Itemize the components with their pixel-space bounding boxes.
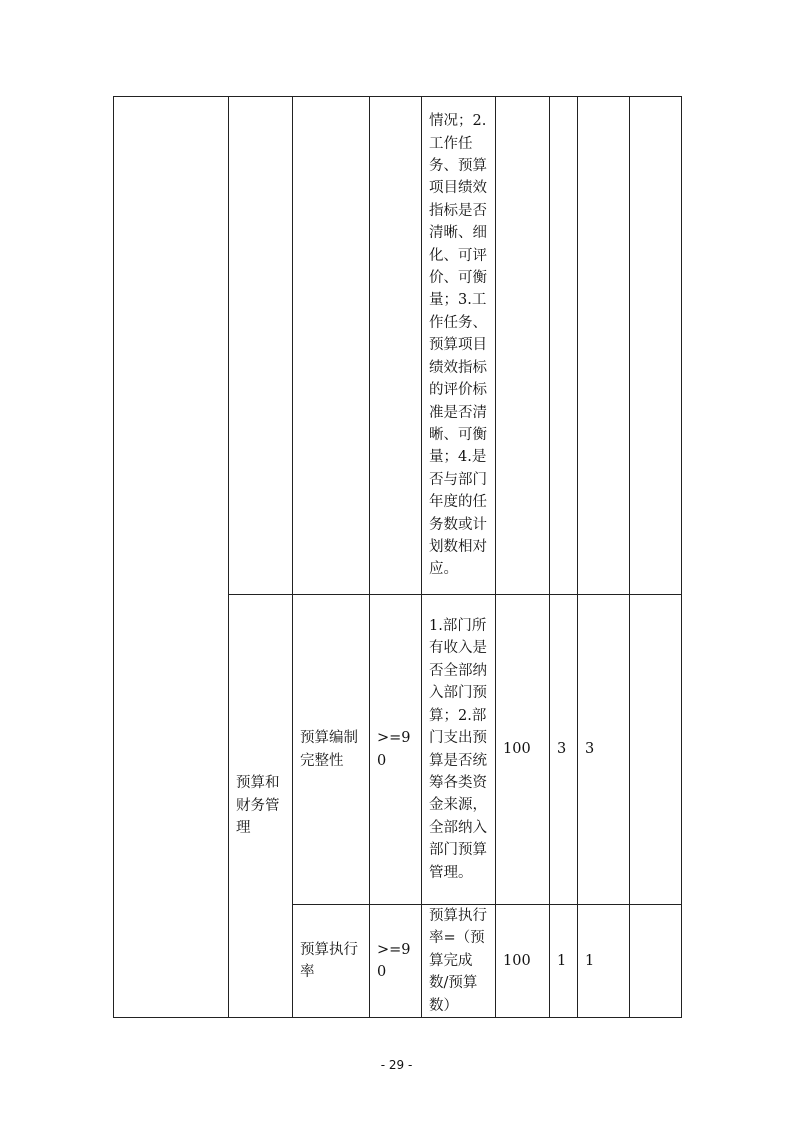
standard-cell [370, 595, 422, 905]
indicator-text: 预算编制完整性 [300, 730, 358, 769]
standard-cell [370, 905, 422, 1018]
criteria-cell [422, 905, 496, 1018]
indicator-text: 预算执行率 [300, 941, 358, 981]
target-cell [496, 595, 550, 905]
target-cell [496, 905, 550, 1018]
score-text: 3 [585, 741, 595, 758]
table-row [114, 97, 682, 595]
weight-cell [550, 97, 578, 595]
weight-text: 1 [557, 952, 567, 969]
score-cell [578, 595, 630, 905]
criteria-text: 预算执行率=（预算完成数/预算数） [429, 908, 487, 1014]
score-text: 1 [585, 952, 595, 969]
score-cell [578, 97, 630, 595]
criteria-text: 情况；2.工作任务、预算项目绩效指标是否清晰、细化、可评价、可衡量；3.工作任务、预算项目绩效指标的评价标准是否清晰、可衡量；4.是否与部门年度的任务数或计划数相对应。 [429, 113, 487, 578]
score-cell [578, 905, 630, 1018]
weight-text: 3 [557, 741, 567, 758]
note-cell [630, 595, 682, 905]
target-text: 100 [503, 952, 531, 969]
category-text: 预算和财务管理 [236, 775, 280, 837]
criteria-cell [422, 97, 496, 595]
criteria-cell [422, 595, 496, 905]
standard-text: >=90 [377, 730, 411, 769]
weight-cell [550, 595, 578, 905]
criteria-text: 1.部门所有收入是否全部纳入部门预算；2.部门支出预算是否统筹各类资金来源，全部纳入部门预算管理。 [429, 618, 487, 881]
note-cell [630, 97, 682, 595]
indicator-cell [293, 97, 370, 595]
standard-cell [370, 97, 422, 595]
page-number: - 29 - [380, 1058, 413, 1072]
weight-cell [550, 905, 578, 1018]
indicator-cell [293, 905, 370, 1018]
target-text: 100 [503, 741, 531, 758]
target-cell [496, 97, 550, 595]
standard-text: >=90 [377, 941, 411, 981]
category-cell [229, 595, 293, 1018]
primary-category-cell [114, 97, 229, 1018]
indicator-cell [293, 595, 370, 905]
note-cell [630, 905, 682, 1018]
category-cell [229, 97, 293, 595]
evaluation-table [113, 96, 682, 1018]
